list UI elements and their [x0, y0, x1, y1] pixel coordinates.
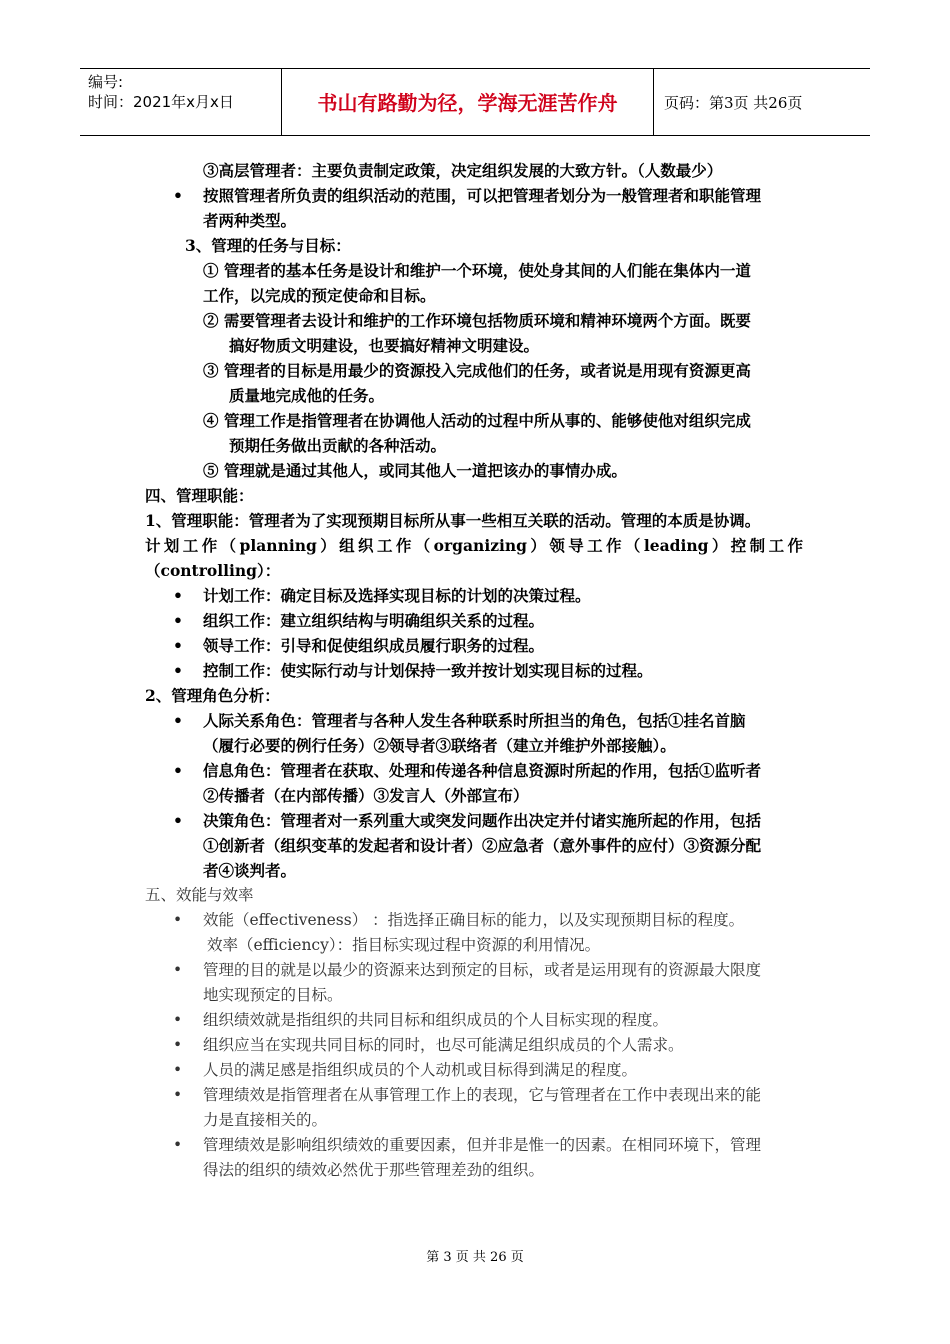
text-line	[145, 933, 810, 958]
page-footer: 第 3 页 共 26 页	[426, 1250, 524, 1265]
header-motto: 书山有路勤为径，学海无涯苦作舟	[282, 69, 654, 135]
bullet-icon: •	[173, 586, 183, 605]
line-text: ①创新者（组织变革的发起者和设计者）②应急者（意外事件的应付）③资源分配	[203, 836, 762, 855]
line-text: 组织工作：建立组织结构与明确组织关系的过程。	[203, 611, 545, 630]
bullet-icon: •	[173, 1086, 183, 1104]
text-line	[145, 483, 810, 508]
text-line	[145, 533, 810, 558]
line-text: 四、管理职能：	[145, 486, 254, 505]
text-line	[145, 883, 810, 908]
text-line	[145, 558, 810, 583]
line-text: 得法的组织的绩效必然优于那些管理差劲的组织。	[203, 1161, 545, 1179]
bullet-line	[145, 808, 810, 833]
line-text: 者两种类型。	[203, 211, 297, 230]
text-line	[145, 308, 810, 333]
bullet-line	[145, 633, 810, 658]
text-line	[145, 408, 810, 433]
line-text: 者④谈判者。	[203, 861, 297, 880]
line-text: 3、管理的任务与目标：	[185, 236, 351, 255]
line-text: 计划工作（planning）组织工作（organizing）领导工作（leading）控制工作	[145, 536, 803, 555]
bullet-icon: •	[173, 1061, 183, 1079]
line-text: ④ 管理工作是指管理者在协调他人活动的过程中所从事的、能够使他对组织完成	[203, 411, 751, 430]
line-text: ① 管理者的基本任务是设计和维护一个环境，使处身其间的人们能在集体内一道	[203, 261, 751, 280]
text-line	[145, 1158, 810, 1183]
text-line	[145, 358, 810, 383]
line-text: 信息角色：管理者在获取、处理和传递各种信息资源时所起的作用，包括①监听者	[203, 761, 762, 780]
bullet-icon: •	[173, 1136, 183, 1154]
text-line	[145, 983, 810, 1008]
bullet-line	[145, 908, 810, 933]
doc-time-label: 时间：2021年x月x日	[88, 93, 234, 111]
bullet-line	[145, 1058, 810, 1083]
line-text: 1、管理职能：管理者为了实现预期目标所从事一些相互关联的活动。管理的本质是协调。	[145, 511, 761, 530]
line-text: 人际关系角色：管理者与各种人发生各种联系时所担当的角色，包括①挂名首脑	[203, 711, 746, 730]
line-text: 质量地完成他的任务。	[229, 386, 385, 405]
line-text: 控制工作：使实际行动与计划保持一致并按计划实现目标的过程。	[203, 661, 653, 680]
bullet-line	[145, 608, 810, 633]
line-text: ⑤ 管理就是通过其他人，或同其他人一道把该办的事情办成。	[203, 461, 627, 480]
bullet-icon: •	[173, 761, 183, 780]
line-text: （controlling）：	[145, 561, 281, 580]
bullet-icon: •	[173, 1036, 183, 1054]
line-text: ②传播者（在内部传播）③发言人（外部宣布）	[203, 786, 529, 805]
bullet-icon: •	[173, 636, 183, 655]
line-text: 组织应当在实现共同目标的同时，也尽可能满足组织成员的个人需求。	[203, 1036, 684, 1054]
line-text: 领导工作：引导和促使组织成员履行职务的过程。	[203, 636, 545, 655]
line-text: 地实现预定的目标。	[203, 986, 343, 1004]
bullet-icon: •	[173, 711, 183, 730]
line-text: 效率（efficiency）：指目标实现过程中资源的利用情况。	[207, 936, 601, 954]
page-header	[80, 68, 870, 136]
line-text: 2、管理角色分析：	[145, 686, 280, 705]
line-text: 搞好物质文明建设，也要搞好精神文明建设。	[229, 336, 540, 355]
bullet-icon: •	[173, 911, 183, 929]
line-text: 人员的满足感是指组织成员的个人动机或目标得到满足的程度。	[203, 1061, 638, 1079]
text-line	[145, 458, 810, 483]
bullet-line	[145, 708, 810, 733]
bullet-line	[145, 583, 810, 608]
bullet-line	[145, 1083, 810, 1108]
bullet-line	[145, 183, 810, 208]
line-text: 五、效能与效率	[145, 886, 254, 904]
text-line	[145, 858, 810, 883]
text-line	[145, 258, 810, 283]
line-text: 效能（effectiveness） ：指选择正确目标的能力，以及实现预期目标的程度。	[203, 911, 745, 929]
header-page-info: 页码：第3页 共26页	[664, 94, 803, 112]
text-line	[145, 833, 810, 858]
bullet-icon: •	[173, 611, 183, 630]
text-line	[145, 333, 810, 358]
text-line	[145, 508, 810, 533]
header-meta	[80, 69, 282, 135]
line-text: ③ 管理者的目标是用最少的资源投入完成他们的任务，或者说是用现有资源更高	[203, 361, 751, 380]
text-line	[145, 208, 810, 233]
text-line	[145, 383, 810, 408]
line-text: 决策角色：管理者对一系列重大或突发问题作出决定并付诸实施所起的作用，包括	[203, 811, 762, 830]
line-text: 管理的目的就是以最少的资源来达到预定的目标，或者是运用现有的资源最大限度	[203, 961, 762, 979]
text-line	[145, 433, 810, 458]
line-text: ③高层管理者：主要负责制定政策，决定组织发展的大致方针。（人数最少）	[203, 161, 723, 180]
bullet-line	[145, 1008, 810, 1033]
line-text: 按照管理者所负责的组织活动的范围，可以把管理者划分为一般管理者和职能管理	[203, 186, 762, 205]
bullet-icon: •	[173, 961, 183, 979]
bullet-icon: •	[173, 1011, 183, 1029]
bullet-line	[145, 1033, 810, 1058]
line-text: 管理绩效是指管理者在从事管理工作上的表现，它与管理者在工作中表现出来的能	[203, 1086, 762, 1104]
line-text: 管理绩效是影响组织绩效的重要因素，但并非是惟一的因素。在相同环境下，管理	[203, 1136, 762, 1154]
line-text: 计划工作：确定目标及选择实现目标的计划的决策过程。	[203, 586, 591, 605]
bullet-line	[145, 958, 810, 983]
bullet-icon: •	[173, 186, 183, 205]
line-text: ② 需要管理者去设计和维护的工作环境包括物质环境和精神环境两个方面。既要	[203, 311, 751, 330]
line-text: 力是直接相关的。	[203, 1111, 328, 1129]
bullet-line	[145, 758, 810, 783]
bullet-line	[145, 1133, 810, 1158]
bullet-icon: •	[173, 811, 183, 830]
text-line	[145, 783, 810, 808]
bullet-line	[145, 658, 810, 683]
doc-number-label: 编号:	[88, 73, 124, 91]
text-line	[145, 1108, 810, 1133]
text-line	[145, 283, 810, 308]
text-line	[145, 158, 810, 183]
text-line	[145, 233, 810, 258]
text-line	[145, 683, 810, 708]
line-text: 组织绩效就是指组织的共同目标和组织成员的个人目标实现的程度。	[203, 1011, 669, 1029]
bullet-icon: •	[173, 661, 183, 680]
line-text: （履行必要的例行任务）②领导者③联络者（建立并维护外部接触）。	[203, 736, 676, 755]
line-text: 预期任务做出贡献的各种活动。	[229, 436, 447, 455]
line-text: 工作，以完成的预定使命和目标。	[203, 286, 436, 305]
text-line	[145, 733, 810, 758]
document-body	[145, 158, 810, 1183]
